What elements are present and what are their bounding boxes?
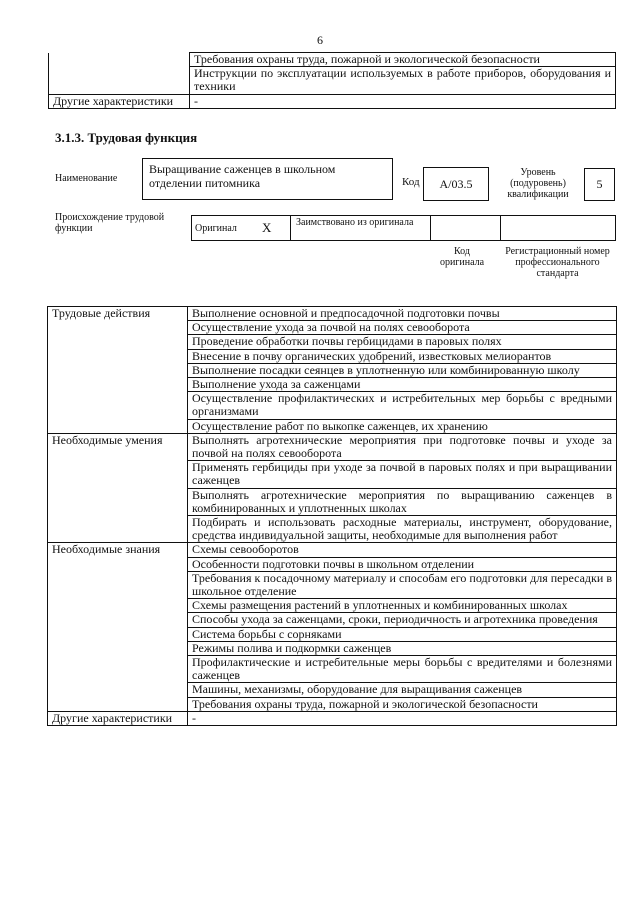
section-item: Осуществление работ по выкопке саженцев, их хранению: [188, 419, 617, 433]
section-label: [48, 599, 188, 613]
section-label: [48, 321, 188, 335]
page-number: 6: [317, 33, 323, 47]
level-value: 5: [596, 177, 603, 191]
section-item: -: [188, 711, 617, 725]
code-label: Код: [402, 176, 420, 188]
table-row: [48, 488, 617, 515]
original-label: Оригинал: [195, 223, 237, 234]
table-row: [48, 363, 617, 377]
table-row: [48, 335, 617, 349]
table-row: [48, 683, 617, 697]
row-value: Инструкции по эксплуатации используемых в работе приборов, оборудования и техники: [190, 67, 616, 94]
section-label: [48, 378, 188, 392]
section-label: [48, 516, 188, 543]
section-item: Внесение в почву органических удобрений, известковых мелиорантов: [188, 349, 617, 363]
section-item: Режимы полива и подкормки саженцев: [188, 641, 617, 655]
table-row: [48, 543, 617, 557]
table-row: [48, 461, 617, 488]
origin-divider: [430, 215, 431, 241]
section-item: Способы ухода за саженцами, сроки, периодичность и агротехника проведения: [188, 613, 617, 627]
table-row: [48, 349, 617, 363]
section-item: Осуществление ухода за почвой на полях севооборота: [188, 321, 617, 335]
level-label: Уровень (подуровень) квалификации: [507, 167, 569, 200]
row-label: Другие характеристики: [49, 94, 190, 108]
section-item: Выполнять агротехнические мероприятия при подготовке почвы и уходе за почвой на полях севооборота: [188, 433, 617, 460]
section-item: Выполнение ухода за саженцами: [188, 378, 617, 392]
function-name-box: [142, 158, 393, 200]
table-row: [48, 697, 617, 711]
section-item: Осуществление профилактических и истребительных мер борьбы с вредными организмами: [188, 392, 617, 419]
section-item: Подбирать и использовать расходные материалы, инструмент, оборудование, средства индивидуальной защиты, необходимые для выполнения работ: [188, 516, 617, 543]
level-box: [584, 168, 615, 201]
section-label: [48, 349, 188, 363]
section-label: Необходимые умения: [48, 433, 188, 460]
previous-section-table-tail: [48, 52, 616, 109]
section-label: [48, 656, 188, 683]
table-row: [48, 627, 617, 641]
section-label: [48, 419, 188, 433]
origin-row: [191, 215, 616, 241]
section-item: Выполнение основной и предпосадочной подготовки почвы: [188, 307, 617, 321]
section-item: Система борьбы с сорняками: [188, 627, 617, 641]
table-row: [48, 711, 617, 725]
section-label: [48, 627, 188, 641]
table-row: [48, 433, 617, 460]
table-row: [48, 392, 617, 419]
section-label: Необходимые знания: [48, 543, 188, 557]
section-label: [48, 571, 188, 598]
section-title: 3.1.3. Трудовая функция: [55, 130, 198, 145]
table-row: [48, 571, 617, 598]
row-value: Требования охраны труда, пожарной и экологической безопасности: [190, 53, 616, 67]
section-item: Выполнять агротехнические мероприятия по выращиванию саженцев в комбинированных и уплотненных школах: [188, 488, 617, 515]
borrowed-label: Заимствовано из оригинала: [296, 217, 414, 228]
table-row: [48, 557, 617, 571]
section-label: [48, 363, 188, 377]
section-item: Применять гербициды при уходе за почвой в паровых полях и при выращивании саженцев: [188, 461, 617, 488]
registration-number-label: Регистрационный номер профессионального стандарта: [505, 246, 610, 279]
row-label: [49, 53, 190, 67]
section-item: Требования охраны труда, пожарной и экологической безопасности: [188, 697, 617, 711]
table-row: [49, 67, 616, 94]
origin-label: Происхождение трудовой функции: [55, 212, 165, 234]
table-row: [48, 321, 617, 335]
code-value: A/03.5: [439, 177, 473, 191]
origin-divider: [500, 215, 501, 241]
section-item: Схемы размещения растений в уплотненных и комбинированных школах: [188, 599, 617, 613]
original-mark: X: [262, 220, 272, 235]
section-item: Машины, механизмы, оборудование для выращивания саженцев: [188, 683, 617, 697]
labor-function-table: [47, 306, 617, 726]
origin-divider: [290, 215, 291, 241]
section-label: [48, 641, 188, 655]
row-value: -: [190, 94, 616, 108]
section-item: Особенности подготовки почвы в школьном отделении: [188, 557, 617, 571]
code-box: [423, 167, 489, 201]
section-label: [48, 683, 188, 697]
name-label: Наименование: [55, 173, 118, 184]
table-row: [48, 378, 617, 392]
section-item: Требования к посадочному материалу и способам его подготовки для пересадки в школьное отделение: [188, 571, 617, 598]
section-label: Трудовые действия: [48, 307, 188, 321]
table-row: [48, 641, 617, 655]
origin-code-label: Код оригинала: [439, 246, 485, 268]
table-row: [48, 419, 617, 433]
function-name: Выращивание саженцев в школьном отделении питомника: [149, 162, 336, 190]
section-label: [48, 613, 188, 627]
section-label: [48, 392, 188, 419]
section-label: [48, 488, 188, 515]
section-label: [48, 697, 188, 711]
section-label: [48, 335, 188, 349]
table-row: [48, 656, 617, 683]
table-row: [49, 94, 616, 108]
table-row: [48, 613, 617, 627]
section-item: Схемы севооборотов: [188, 543, 617, 557]
section-item: Проведение обработки почвы гербицидами в паровых полях: [188, 335, 617, 349]
section-label: [48, 557, 188, 571]
table-row: [48, 516, 617, 543]
section-label: [48, 461, 188, 488]
table-row: [48, 307, 617, 321]
section-item: Профилактические и истребительные меры борьбы с вредителями и болезнями саженцев: [188, 656, 617, 683]
row-label: [49, 67, 190, 94]
section-label: Другие характеристики: [48, 711, 188, 725]
table-row: [49, 53, 616, 67]
table-row: [48, 599, 617, 613]
section-item: Выполнение посадки сеянцев в уплотненную или комбинированную школу: [188, 363, 617, 377]
